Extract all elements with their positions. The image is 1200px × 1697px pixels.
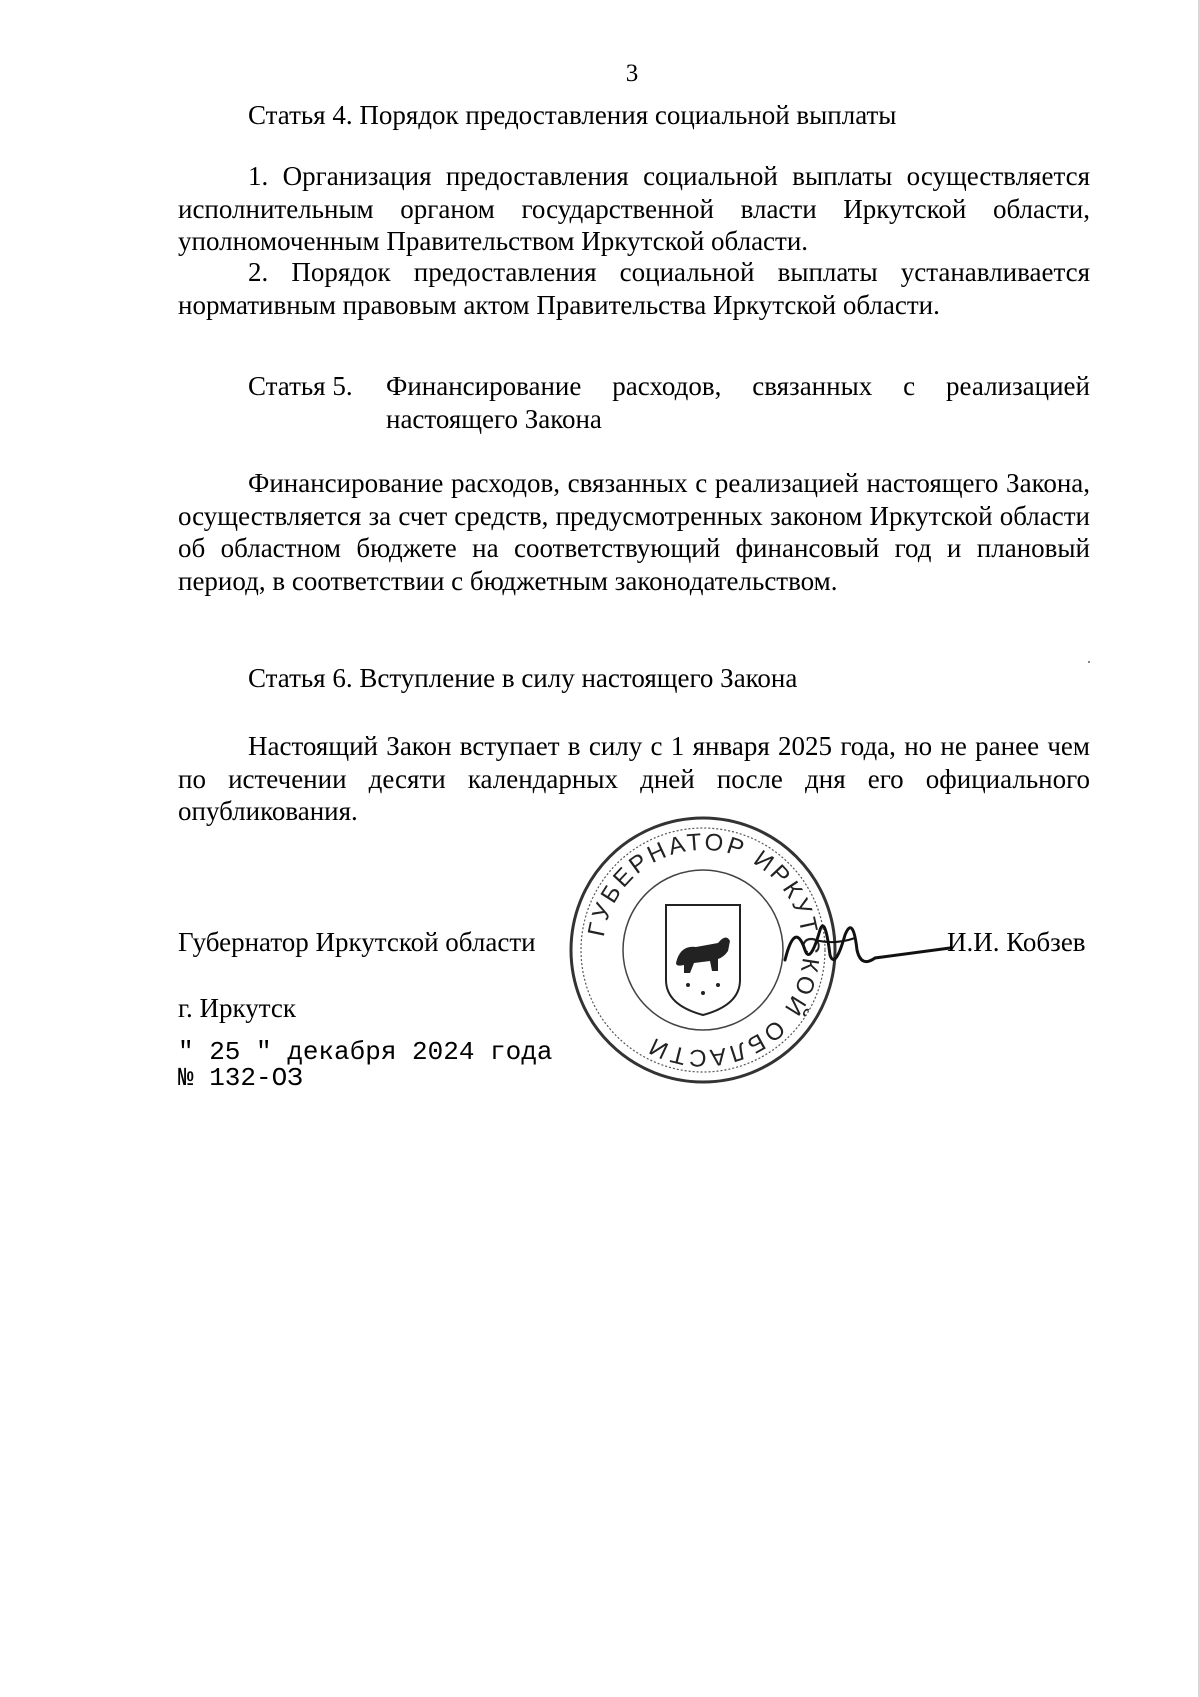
article4-paragraph-1: 1. Организация предоставления социальной выплаты осуществляется исполнительным органом государственной власти Иркутской области, уполномоченным Правительством Иркутской области. <box>178 161 1090 256</box>
article5-paragraph: Финансирование расходов, связанных с реализацией настоящего Закона, осуществляется за счет средств, предусмотренных законом Иркутской области об областном бюджете на соответствующий финансовый год и плановый период, в соответствии с бюджетным законодательством. <box>178 468 1090 596</box>
date-line: " 25 " декабря 2024 года <box>178 1037 553 1067</box>
article6-paragraph: Настоящий Закон вступает в силу с 1 января 2025 года, но не ранее чем по истечении десяти календарных дней после дня его официального опубликования. <box>178 731 1090 826</box>
signatory-position: Губернатор Иркутской области <box>178 927 536 957</box>
article4-heading: Статья 4. Порядок предоставления социальной выплаты <box>248 100 897 130</box>
article5-heading: Финансирование расходов, связанных с реализацией настоящего Закона <box>386 371 1090 434</box>
seal-text: ГУБЕРНАТОР ИРКУТСКОЙ ОБЛАСТИ <box>582 828 825 1072</box>
handwritten-signature <box>775 900 955 980</box>
babr-icon <box>676 937 730 973</box>
article4-paragraph-2: 2. Порядок предоставления социальной выплаты устанавливается нормативным правовым актом Правительства Иркутской области. <box>178 257 1090 320</box>
city: г. Иркутск <box>178 993 296 1023</box>
scan-speck <box>1088 661 1090 663</box>
article5-label: Статья 5. <box>248 371 353 401</box>
law-number: № 132-ОЗ <box>178 1063 303 1093</box>
page-number: 3 <box>625 60 639 87</box>
signatory-name: И.И. Кобзев <box>947 927 1086 957</box>
article6-heading: Статья 6. Вступление в силу настоящего Закона <box>248 663 798 693</box>
